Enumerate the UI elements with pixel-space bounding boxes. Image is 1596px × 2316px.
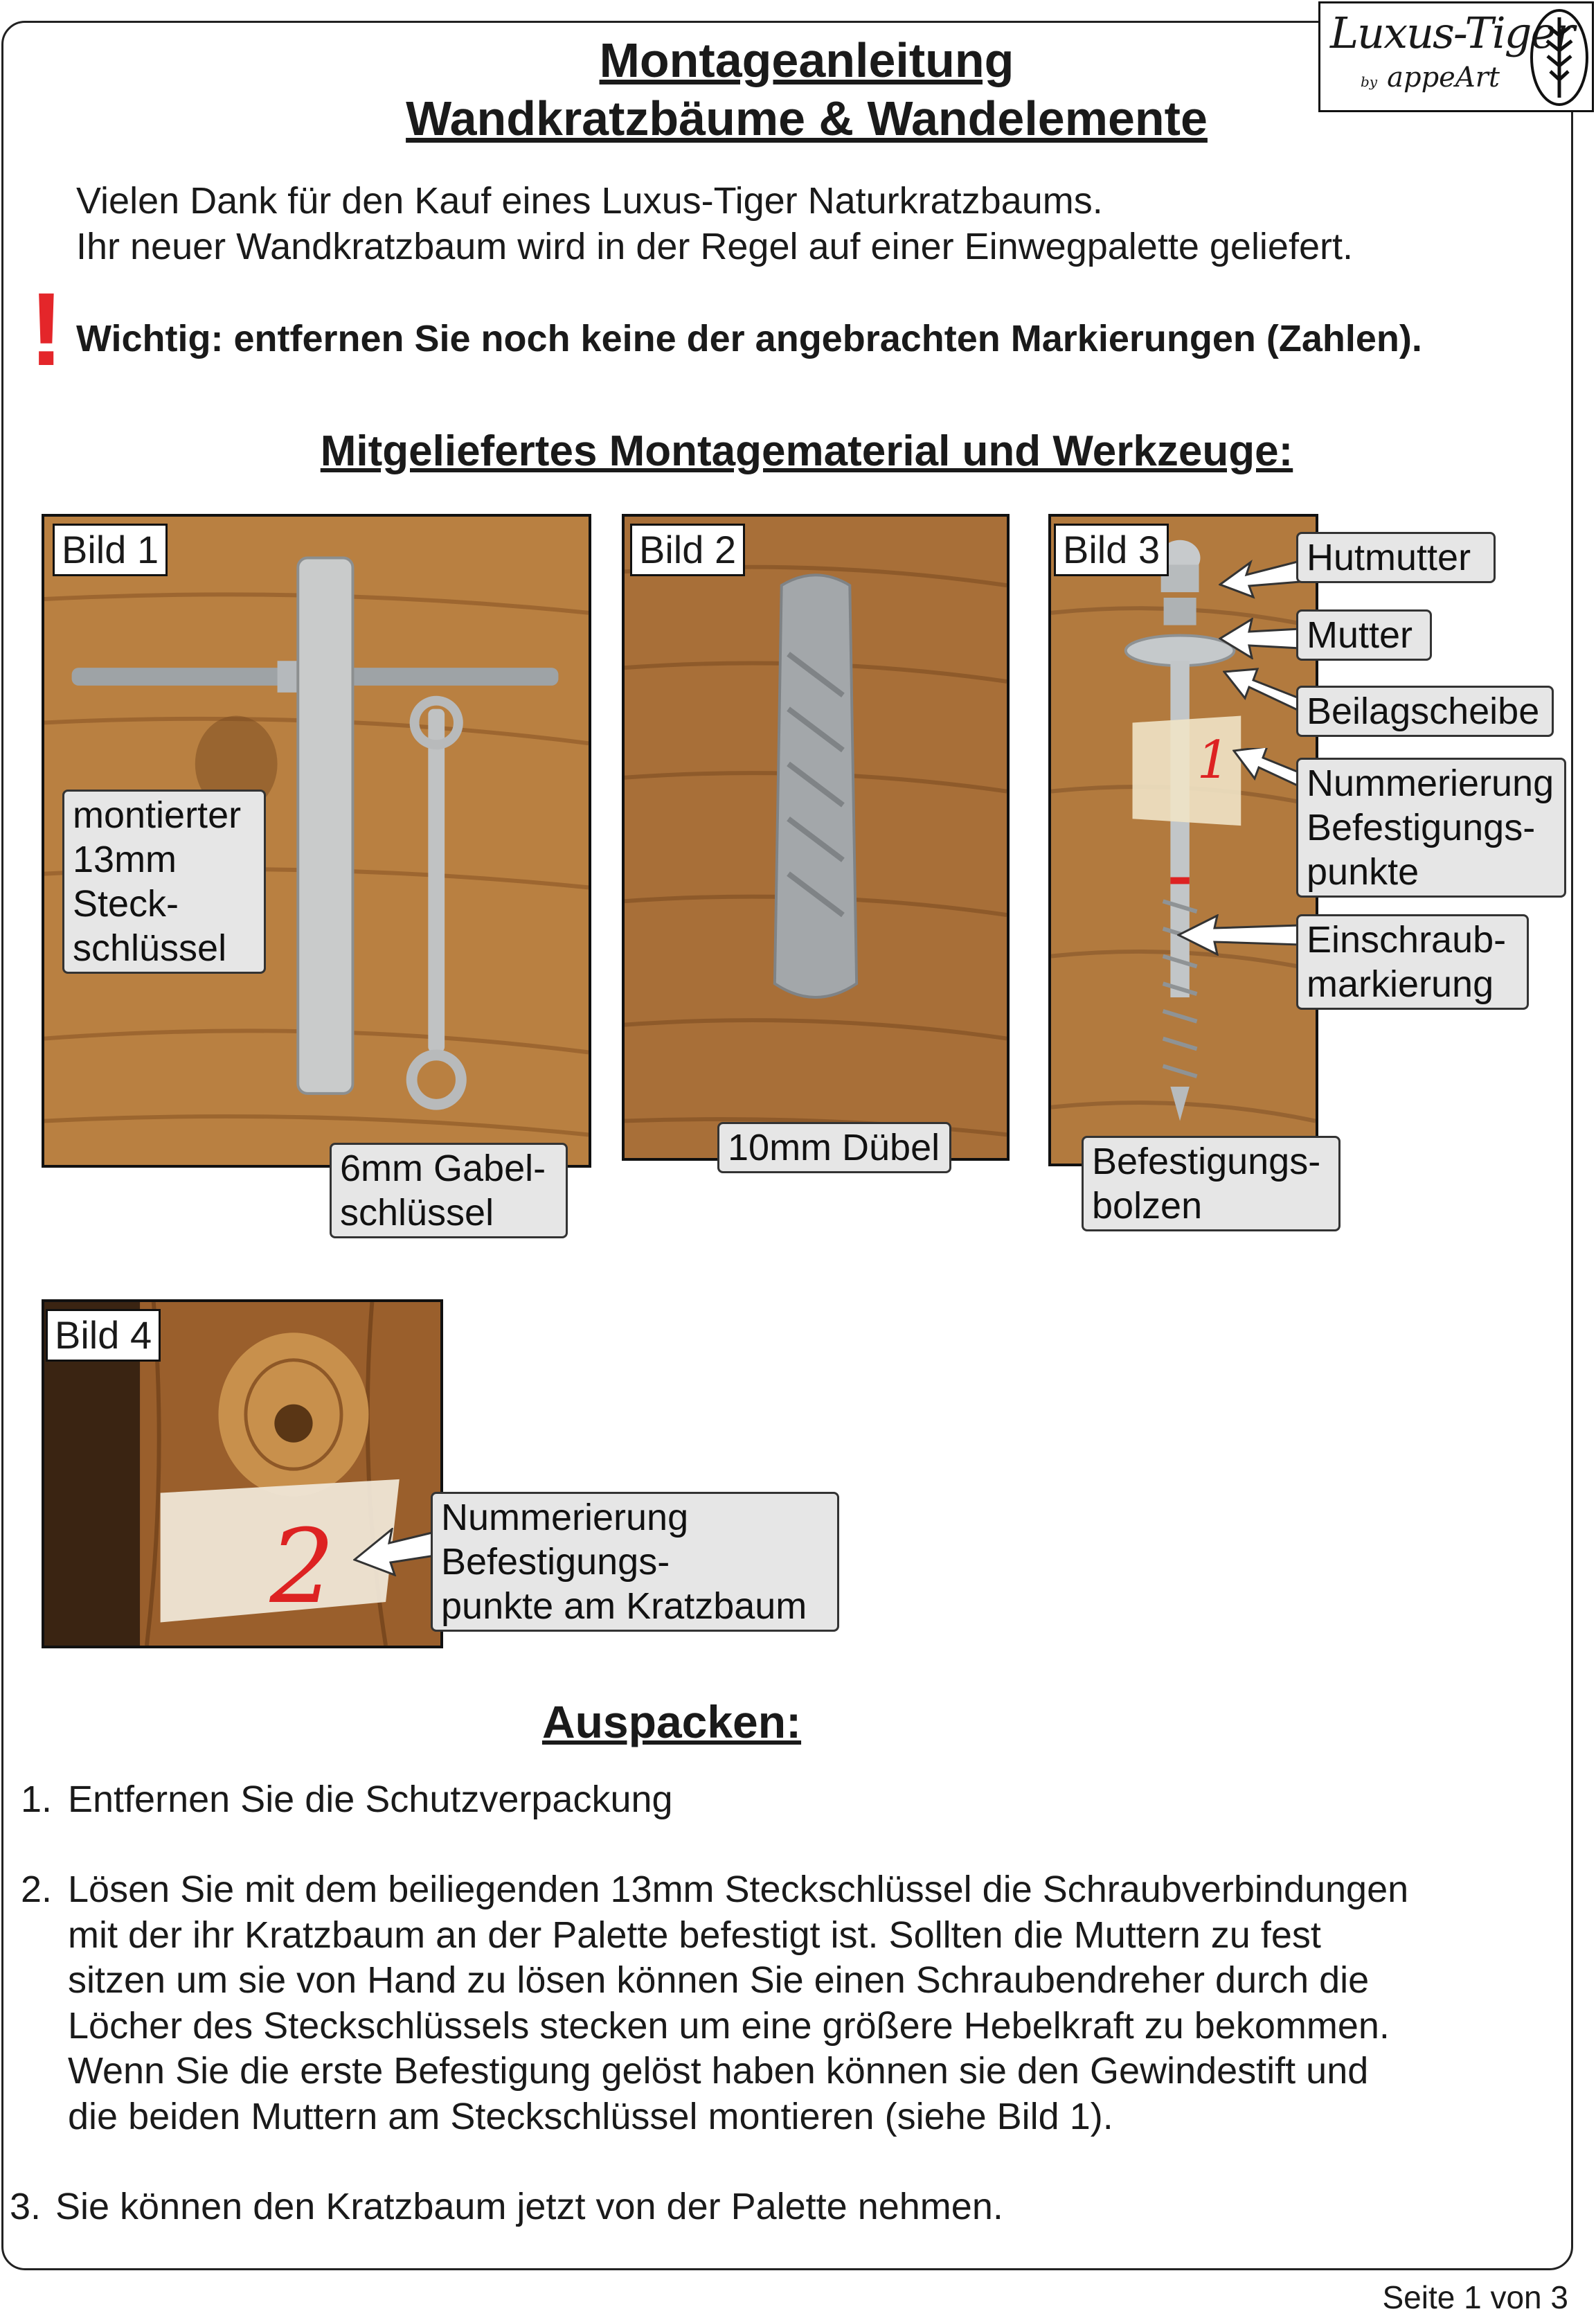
logo-maker-name: appeArt	[1387, 62, 1500, 93]
tag-nummerierung-bolzen: Nummerierung Befestigungs- punkte	[1296, 758, 1566, 898]
arrow-beilagscheibe	[1223, 666, 1300, 715]
marker-digit-1: 1	[1196, 729, 1230, 790]
photo-bild-3	[1048, 514, 1318, 1166]
unpack-heading: Auspacken:	[541, 1696, 802, 1747]
label-bild-2: Bild 2	[630, 524, 745, 576]
arrow-nummerierung	[1232, 748, 1302, 796]
label-bild-3: Bild 3	[1054, 524, 1169, 576]
step-2-line-2: mit der ihr Kratzbaum an der Palette befestigt ist. Sollten die Muttern zu fest	[68, 1914, 1321, 1956]
intro-line-2: Ihr neuer Wandkratzbaum wird in der Regel auf einer Einwegpalette geliefert.	[76, 226, 1353, 267]
marker-digit-2: 2	[269, 1507, 335, 1626]
intro-line-1: Vielen Dank für den Kauf eines Luxus-Tiger Naturkratzbaums.	[76, 180, 1103, 222]
warning-icon: !	[29, 271, 64, 387]
step-1-number: 1.	[21, 1779, 53, 1820]
tag-hutmutter: Hutmutter	[1296, 532, 1496, 583]
arrow-mutter	[1219, 618, 1302, 659]
step-2-line-4: Löcher des Steckschlüssels stecken um eine größere Hebelkraft zu bekommen.	[68, 2005, 1390, 2047]
arrow-einschraubmarkierung	[1177, 914, 1302, 956]
logo-brand: Luxus-Tiger	[1330, 8, 1574, 58]
step-2-line-1: Lösen Sie mit dem beiliegenden 13mm Steckschlüssel die Schraubverbindungen	[68, 1869, 1409, 1910]
photo-bild-2	[622, 514, 1010, 1161]
page-number: Seite 1 von 3	[1382, 2279, 1568, 2315]
tag-mutter: Mutter	[1296, 609, 1432, 661]
arrow-nummerierung-kratzbaum	[353, 1528, 436, 1576]
step-2-line-5: Wenn Sie die erste Befestigung gelöst haben können sie den Gewindestift und	[68, 2050, 1369, 2092]
step-2-line-3: sitzen um sie von Hand zu lösen können Sie einen Schraubendreher durch die	[68, 1959, 1370, 2001]
label-bild-1: Bild 1	[53, 524, 168, 576]
tag-beilagscheibe: Beilagscheibe	[1296, 686, 1554, 737]
tag-einschraubmarkierung: Einschraub- markierung	[1296, 914, 1529, 1010]
page-subtitle: Wandkratzbäume & Wandelemente	[406, 91, 1208, 145]
materials-heading: Mitgeliefertes Montagematerial und Werkzeuge:	[320, 427, 1293, 475]
logo-by: by	[1361, 73, 1378, 90]
tag-gabelschluessel: 6mm Gabel- schlüssel	[330, 1143, 568, 1238]
step-2-line-6: die beiden Muttern am Steckschlüssel montieren (siehe Bild 1).	[68, 2096, 1113, 2137]
step-2-number: 2.	[21, 1869, 53, 1910]
tag-duebel: 10mm Dübel	[717, 1122, 951, 1173]
important-note: Wichtig: entfernen Sie noch keine der angebrachten Markierungen (Zahlen).	[76, 318, 1422, 359]
label-bild-4: Bild 4	[46, 1309, 161, 1362]
brand-logo	[1318, 1, 1594, 112]
tag-nummerierung-kratzbaum: Nummerierung Befestigungs- punkte am Kratzbaum	[431, 1492, 839, 1632]
arrow-hutmutter	[1219, 554, 1302, 603]
tag-befestigungsbolzen: Befestigungs- bolzen	[1082, 1136, 1341, 1231]
step-3-number: 3.	[10, 2186, 42, 2227]
step-1-text: Entfernen Sie die Schutzverpackung	[68, 1779, 673, 1820]
leaf-icon	[1528, 8, 1590, 107]
step-3-text: Sie können den Kratzbaum jetzt von der Palette nehmen.	[55, 2186, 1003, 2227]
logo-maker	[1361, 62, 1500, 93]
tag-steckschluessel: montierter 13mm Steck- schlüssel	[62, 790, 266, 974]
page-title: Montageanleitung	[599, 33, 1014, 87]
